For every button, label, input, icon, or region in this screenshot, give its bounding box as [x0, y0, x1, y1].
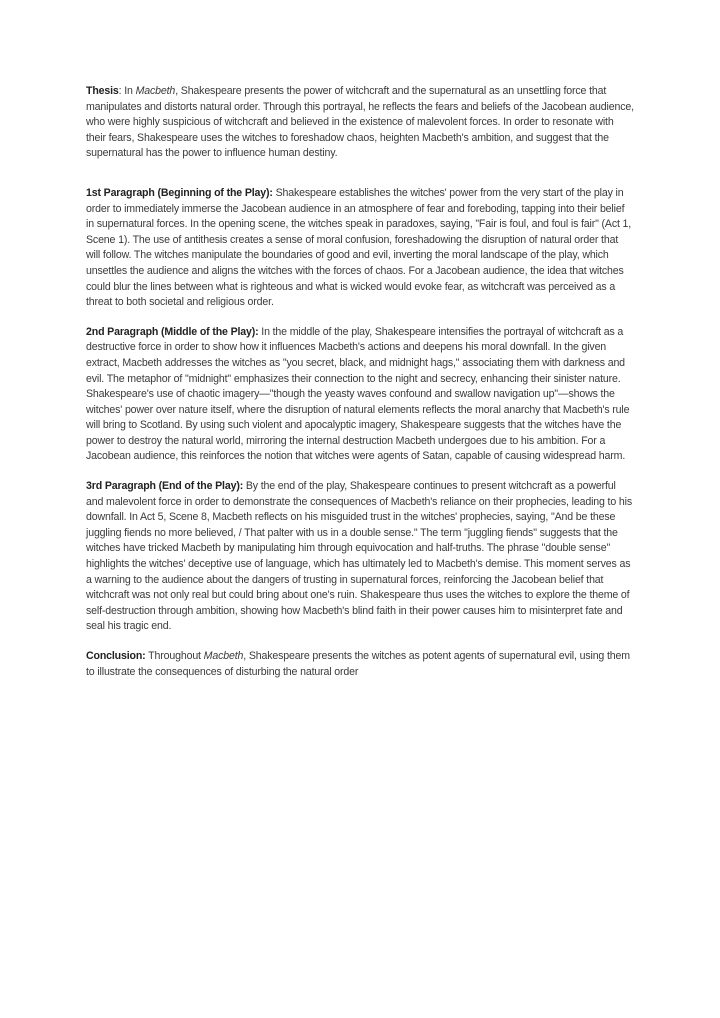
thesis-play-title: Macbeth	[135, 85, 176, 97]
conclusion-play-title: Macbeth	[203, 650, 244, 662]
paragraph-2-heading: 2nd Paragraph (Middle of the Play):	[86, 325, 259, 338]
paragraph-3-heading: 3rd Paragraph (End of the Play):	[86, 480, 244, 493]
thesis-text-part2: , Shakespeare presents the power of witchcraft and the supernatural as an unsettling force that manipulates and distorts natural order. Through this portrayal, he reflects the fears and beliefs of the Jacobean audience, who were highly suspicious of witchcraft and believed in the existence of malevolent forces. In order to resonate with their fears, Shakespeare uses the witches to foreshadow chaos, heighten Macbeth's ambition, and suggest that the supernatural has the power to influence human destiny.	[86, 85, 634, 160]
thesis-paragraph	[86, 84, 634, 162]
conclusion-text-part2: , Shakespeare presents the witches as potent agents of supernatural evil, using them to illustrate the consequences of disturbing the natural order	[86, 650, 630, 678]
paragraph-3	[86, 479, 634, 635]
thesis-text-part1: : In	[118, 85, 136, 97]
conclusion-text-part1: Throughout	[145, 650, 204, 662]
paragraph-2	[86, 325, 634, 465]
paragraph-2-text: In the middle of the play, Shakespeare intensifies the portrayal of witchcraft as a destructive force in order to show how it influences Macbeth's actions and deepens his moral downfall. In the given extract, Macbeth addresses the witches as "you secret, black, and midnight hags," associating them with darkness and evil. The metaphor of "midnight" emphasizes their connection to the night and secrecy, enhancing their sinister nature. Shakespeare's use of chaotic imagery—"though the yeasty waves confound and swallow navigation up"—shows the witches' power over nature itself, where the disruption of natural elements reflects the moral anarchy that Macbeth's rule will bring to Scotland. By using such violent and apocalyptic imagery, Shakespeare suggests that the witches have the power to destroy the natural world, mirroring the internal destruction Macbeth undergoes due to his ambition. For a Jacobean audience, this reinforces the notion that witches were agents of Satan, capable of causing widespread harm.	[86, 325, 630, 463]
conclusion-paragraph	[86, 649, 634, 680]
paragraph-3-text: By the end of the play, Shakespeare continues to present witchcraft as a powerful and malevolent force in order to demonstrate the consequences of Macbeth's reliance on their prophecies, leading to his downfall. In Act 5, Scene 8, Macbeth reflects on his misguided trust in the witches' prophecies, saying, "And be these juggling fiends no more believed, / That palter with us in a double sense." The term "juggling fiends" suggests that the witches have tricked Macbeth by manipulating him through equivocation and half-truths. The phrase "double sense" highlights the witches' deceptive use of language, which has ultimately led to Macbeth's demise. This moment serves as a warning to the audience about the dangers of trusting in supernatural forces, reinforcing the Jacobean belief that witchcraft was not only real but could bring about one's ruin. Shakespeare thus uses the witches to explore the theme of self-destruction through ambition, showing how Macbeth's blind faith in their power causes him to misinterpret fate and seal his tragic end.	[86, 480, 632, 633]
paragraph-1	[86, 186, 634, 311]
thesis-heading: Thesis	[86, 85, 119, 97]
paragraph-1-text: Shakespeare establishes the witches' power from the very start of the play in order to immediately immerse the Jacobean audience in an atmosphere of fear and foreboding, tapping into their belief in supernatural forces. In the opening scene, the witches speak in paradoxes, saying, "Fair is foul, and foul is fair" (Act 1, Scene 1). The use of antithesis creates a sense of moral confusion, foreshadowing the disruption of natural order that will follow. The witches manipulate the boundaries of good and evil, inverting the moral landscape of the play, which unsettles the audience and aligns the witches with the forces of chaos. For a Jacobean audience, the idea that witches could blur the lines between what is righteous and what is wicked would evoke fear, as witchcraft was perceived as a threat to both societal and religious order.	[86, 186, 632, 309]
document-page	[86, 84, 634, 680]
paragraph-1-heading: 1st Paragraph (Beginning of the Play):	[86, 186, 273, 199]
conclusion-heading: Conclusion:	[86, 650, 146, 662]
